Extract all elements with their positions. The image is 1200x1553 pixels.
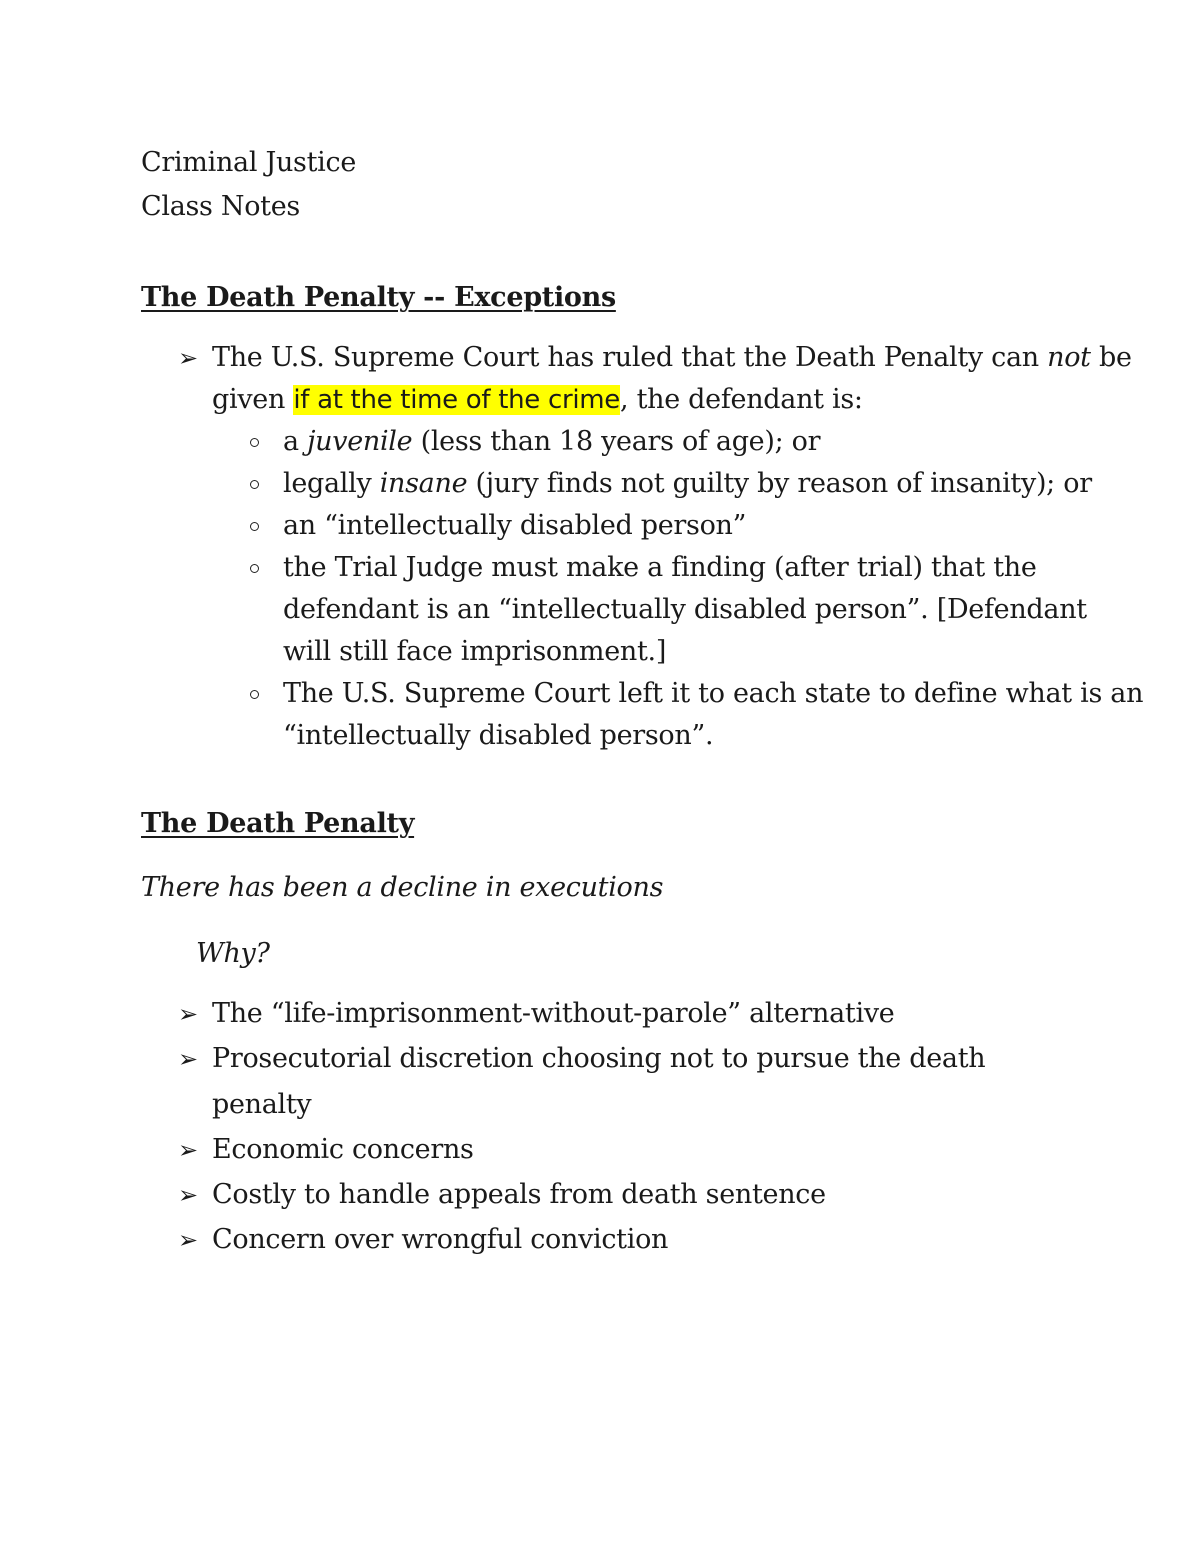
exceptions-intro-line1 — [212, 340, 1132, 376]
arrow-bullet-icon: ➢ — [178, 1181, 199, 1209]
circle-bullet-icon — [250, 690, 259, 699]
exception-juvenile — [283, 424, 820, 460]
decline-statement: There has been a decline in executions — [141, 872, 664, 903]
circle-bullet-icon — [250, 480, 259, 489]
circle-bullet-icon — [250, 564, 259, 573]
document-subtitle: Class Notes — [141, 191, 300, 222]
court-states-line1: The U.S. Supreme Court left it to each state to define what is an — [283, 678, 1144, 709]
item-text: legally — [283, 468, 380, 499]
section-heading-exceptions: The Death Penalty -- Exceptions — [141, 282, 616, 313]
judge-finding-line2: defendant is an “intellectually disabled person”. [Defendant — [283, 594, 1087, 625]
reason-wrongful-conviction: Concern over wrongful conviction — [212, 1224, 669, 1255]
court-states-line2: “intellectually disabled person”. — [283, 720, 714, 751]
why-question: Why? — [196, 938, 270, 969]
reason-appeals: Costly to handle appeals from death sentence — [212, 1179, 826, 1210]
arrow-bullet-icon: ➢ — [178, 1226, 199, 1254]
exceptions-intro-line2 — [212, 382, 863, 418]
exception-insane — [283, 466, 1092, 502]
reason-life-imprisonment: The “life-imprisonment-without-parole” alternative — [212, 998, 895, 1029]
item-text: a — [283, 426, 308, 457]
intro-text: given — [212, 384, 294, 415]
intro-text: The U.S. Supreme Court has ruled that the Death Penalty can — [212, 342, 1048, 373]
intro-text: , the defendant is: — [620, 384, 863, 415]
intro-emphasis: not — [1047, 342, 1091, 373]
arrow-bullet-icon: ➢ — [178, 1136, 199, 1164]
arrow-bullet-icon: ➢ — [178, 1045, 199, 1073]
section-heading-death-penalty: The Death Penalty — [141, 808, 415, 839]
item-text: (less than 18 years of age); or — [412, 426, 821, 457]
item-emphasis: insane — [379, 468, 468, 499]
intro-text: be — [1090, 342, 1132, 373]
item-text: (jury finds not guilty by reason of insanity); or — [467, 468, 1092, 499]
arrow-bullet-icon: ➢ — [178, 1000, 199, 1028]
circle-bullet-icon — [250, 522, 259, 531]
highlighted-phrase: if at the time of the crime — [293, 385, 620, 415]
exception-disabled: an “intellectually disabled person” — [283, 510, 747, 541]
item-emphasis: juvenile — [307, 426, 413, 457]
course-title: Criminal Justice — [141, 147, 356, 178]
judge-finding-line1: the Trial Judge must make a finding (after trial) that the — [283, 552, 1037, 583]
arrow-bullet-icon: ➢ — [178, 344, 199, 372]
judge-finding-line3: will still face imprisonment.] — [283, 636, 667, 667]
circle-bullet-icon — [250, 438, 259, 447]
reason-prosecutorial-line2: penalty — [212, 1089, 312, 1120]
reason-prosecutorial-line1: Prosecutorial discretion choosing not to pursue the death — [212, 1043, 986, 1074]
reason-economic: Economic concerns — [212, 1134, 474, 1165]
